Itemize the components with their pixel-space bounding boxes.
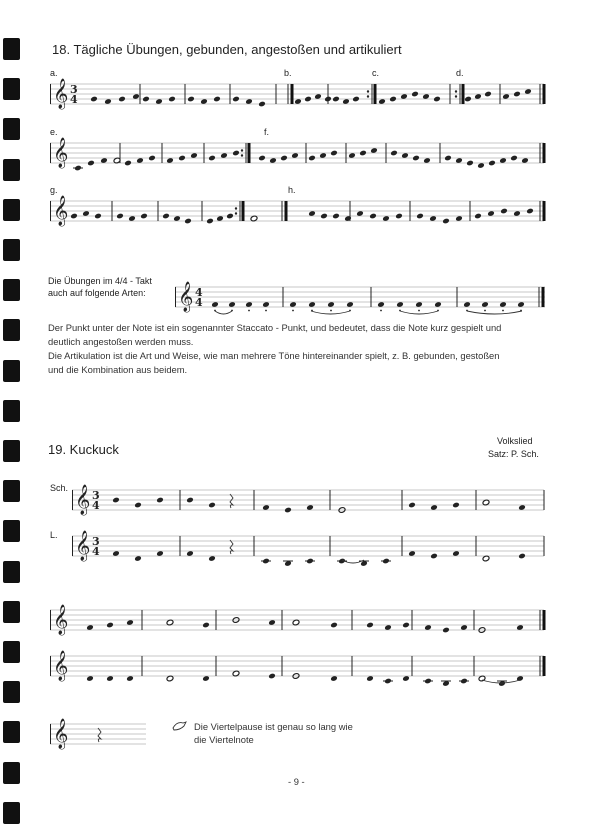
treble-clef-icon: 𝄞: [53, 79, 69, 109]
note-head: [258, 101, 266, 108]
treble-clef-icon: 𝄞: [75, 485, 91, 515]
part-label-a: a.: [50, 68, 58, 78]
binder-hole: [3, 440, 20, 462]
note-head: [94, 213, 102, 220]
articulation-label-line1: Die Übungen im 4/4 - Takt: [48, 276, 152, 286]
note-head: [206, 218, 214, 225]
part-label-d: d.: [456, 68, 464, 78]
quarter-rest-icon: [98, 728, 101, 742]
staff-18-line3: [50, 189, 544, 233]
note-head: [162, 213, 170, 220]
note-head: [90, 96, 98, 103]
note-head: [416, 213, 424, 220]
note-head: [112, 497, 120, 504]
note-head: [134, 502, 142, 509]
treble-clef-icon: 𝄞: [53, 196, 69, 226]
note-head: [389, 96, 397, 103]
note-head: [513, 91, 521, 98]
treble-clef-icon: 𝄞: [53, 719, 69, 749]
voice-label-teacher: L.: [50, 530, 58, 540]
note-head: [87, 160, 95, 167]
staff-kuckuck-voice2: [72, 524, 544, 568]
note-head: [484, 91, 492, 98]
note-head: [284, 507, 292, 514]
part-label-f: f.: [264, 127, 270, 137]
note-head: [304, 96, 312, 103]
note-head: [408, 502, 416, 509]
part-label-h: h.: [288, 185, 296, 195]
binder-hole: [3, 520, 20, 542]
note-head: [168, 96, 176, 103]
quarter-rest-icon: [230, 540, 233, 554]
svg-text:4: 4: [195, 286, 203, 299]
note-head: [106, 622, 114, 629]
note-head: [369, 213, 377, 220]
hint-icon: [172, 720, 188, 732]
binder-hole: [3, 319, 20, 341]
note-head: [442, 218, 450, 225]
note-head: [178, 155, 186, 162]
binder-hole: [3, 480, 20, 502]
exercise-18-title: 18. Tägliche Übungen, gebunden, angestoßen und artikuliert: [52, 42, 402, 57]
treble-clef-icon: 𝄞: [53, 605, 69, 635]
binder-hole: [3, 762, 20, 784]
note-head: [510, 155, 518, 162]
note-head: [258, 155, 266, 162]
binder-holes: [0, 0, 22, 818]
binder-hole: [3, 199, 20, 221]
explanation-line4: und die Kombination aus beidem.: [48, 364, 188, 375]
binder-hole: [3, 78, 20, 100]
note-head: [208, 502, 216, 509]
binder-hole: [3, 360, 20, 382]
note-head: [202, 622, 210, 629]
explanation-line3: Die Artikulation ist die Art und Weise, wie man mehrere Töne hintereinander spielt, z. B. gebunden, gestoßen: [48, 350, 500, 361]
note-head: [488, 160, 496, 167]
note-head: [452, 502, 460, 509]
quarter-rest-icon: [230, 494, 233, 508]
note-head: [324, 96, 332, 103]
staff-kuckuck-voice1: [72, 478, 544, 522]
note-head: [187, 96, 195, 103]
note-head: [280, 155, 288, 162]
binder-hole: [3, 681, 20, 703]
note-head: [518, 553, 526, 560]
svg-text:3: 3: [70, 83, 78, 96]
note-head: [411, 91, 419, 98]
note-head: [352, 96, 360, 103]
note-head: [124, 160, 132, 167]
note-head: [395, 213, 403, 220]
note-head: [142, 96, 150, 103]
note-head: [332, 213, 340, 220]
part-label-e: e.: [50, 127, 58, 137]
binder-hole: [3, 802, 20, 824]
note-head: [308, 155, 316, 162]
binder-hole: [3, 641, 20, 663]
svg-text:4: 4: [92, 499, 100, 512]
binder-hole: [3, 601, 20, 623]
note-head: [366, 622, 374, 629]
note-head: [232, 150, 240, 157]
note-head: [213, 96, 221, 103]
note-head: [466, 160, 474, 167]
explanation-line2: deutlich angestoßen werden muss.: [48, 336, 194, 347]
note-head: [330, 150, 338, 157]
voice-label-student: Sch.: [50, 483, 69, 493]
articulation-label-line2: auch auf folgende Arten:: [48, 288, 146, 298]
note-head: [332, 96, 340, 103]
treble-clef-icon: 𝄞: [53, 651, 69, 681]
binder-hole: [3, 38, 20, 60]
rest-note-line1: Die Viertelpause ist genau so lang wie: [194, 721, 353, 732]
note-head: [70, 213, 78, 220]
note-head: [433, 96, 441, 103]
rest-note-line2: die Viertelnote: [194, 734, 254, 745]
binder-hole: [3, 721, 20, 743]
note-head: [186, 497, 194, 504]
part-label-b: b.: [284, 68, 292, 78]
svg-text:3: 3: [92, 535, 100, 548]
part-label-g: g.: [50, 185, 58, 195]
explanation-line1: Der Punkt unter der Note ist ein sogenannter Staccato - Punkt, und bedeutet, dass die Note kurz gespielt und: [48, 322, 502, 333]
note-head: [232, 96, 240, 103]
note-head: [359, 150, 367, 157]
note-head: [140, 213, 148, 220]
note-head: [208, 155, 216, 162]
binder-hole: [3, 118, 20, 140]
svg-text:3: 3: [92, 489, 100, 502]
note-head: [116, 213, 124, 220]
credit-folk-song: Volkslied: [497, 436, 533, 446]
note-head: [526, 208, 534, 215]
exercise-19-title: 19. Kuckuck: [48, 442, 119, 457]
binder-hole: [3, 400, 20, 422]
note-head: [430, 553, 438, 560]
credit-arrangement: Satz: P. Sch.: [488, 449, 539, 459]
svg-text:4: 4: [195, 296, 203, 309]
note-head: [330, 622, 338, 629]
note-head: [268, 673, 276, 680]
binder-hole: [3, 561, 20, 583]
note-head: [184, 218, 192, 225]
treble-clef-icon: 𝄞: [75, 531, 91, 561]
note-head: [402, 622, 410, 629]
note-head: [320, 213, 328, 220]
note-head: [442, 627, 450, 634]
svg-text:4: 4: [92, 545, 100, 558]
note-head: [226, 213, 234, 220]
note-head: [444, 155, 452, 162]
note-head: [390, 150, 398, 157]
page-number: - 9 -: [288, 776, 305, 787]
note-head: [412, 155, 420, 162]
note-head: [464, 96, 472, 103]
note-head: [148, 155, 156, 162]
staff-articulation: [175, 275, 545, 319]
binder-hole: [3, 279, 20, 301]
note-head: [500, 208, 508, 215]
note-head: [474, 213, 482, 220]
staff-18-line1: [50, 72, 544, 116]
treble-clef-icon: 𝄞: [53, 138, 69, 168]
staff-18-line2: [50, 131, 544, 175]
staff-rest-example: [50, 712, 146, 756]
note-head: [156, 497, 164, 504]
note-head: [118, 96, 126, 103]
svg-text:4: 4: [70, 93, 78, 106]
binder-hole: [3, 239, 20, 261]
treble-clef-icon: 𝄞: [178, 282, 194, 312]
staff-kuckuck-voice2-line2: [50, 644, 544, 688]
part-label-c: c.: [372, 68, 380, 78]
staff-kuckuck-voice1-line2: [50, 598, 544, 642]
binder-hole: [3, 159, 20, 181]
